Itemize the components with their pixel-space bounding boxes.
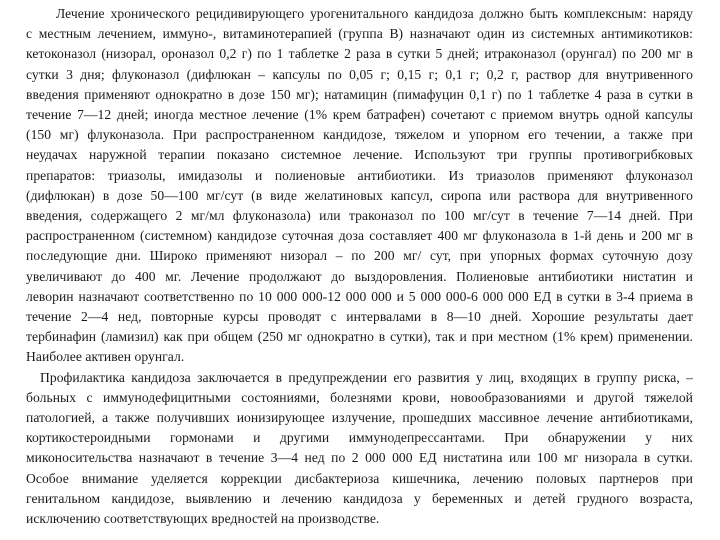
text-line: введения применяют однократно в дозе 150 мг); натамицин (пимафуцин 0,1 г) по 1 таблетке 4 раза в сутки в	[26, 86, 693, 102]
text-line: патологией, а также получивших ионизирующее излучение, прошедших массивное лечение антибиотиками,	[26, 410, 693, 426]
paragraph-prevention	[26, 368, 693, 530]
text-line: больных с иммунодефицитными состояниями, болезнями крови, новообразованиями и другой тяжелой	[26, 389, 693, 405]
text-line: кетоконазол (низорал, ороназол 0,2 г) по 1 таблетке 2 раза в сутки 5 дней; итраконазол (орунгал) по 200 мг в	[26, 46, 693, 62]
text-line: кортикостероидными гормонами и другими иммунодепрессантами. При обнаружении у них	[26, 430, 693, 446]
text-line: увеличивают до 400 мг. Лечение продолжают до выздоровления. Полиеновые антибиотики нистатин и	[26, 268, 693, 284]
text-line: сутки 3 дня; флуконазол (дифлюкан – капсулы по 0,05 г; 0,15 г; 0,1 г; 0,2 г, раствор для внутривенного	[26, 66, 693, 82]
text-line: леворин назначают соответственно по 10 000 000-12 000 000 и 5 000 000-6 000 000 ЕД в сутки в 3-4 приема в	[26, 288, 693, 304]
text-line: введения, содержащего 2 мг/мл флуконазола) или траконазол по 100 мг/сут в течение 7—14 дней. При	[26, 208, 693, 224]
text-line: препаратов: триазолы, имидазолы и полиеновые антибиотики. Из триазолов применяют флуконазол	[26, 167, 693, 183]
paragraph-treatment	[26, 4, 693, 368]
text-line: Лечение хронического рецидивирующего урогенитального кандидоза должно быть комплексным: наряду	[56, 6, 693, 21]
text-line: тербинафин (ламизил) как при общем (250 мг однократно в сутки), так и при местном (1% крем) применении.	[26, 329, 693, 345]
text-line: Особое внимание уделяется коррекции дисбактериоза кишечника, лечению половых партнеров при	[26, 470, 693, 486]
text-line: Профилактика кандидоза заключается в предупреждении его развития у лиц, входящих в группу риска, –	[40, 369, 693, 385]
text-line: течение 7—12 дней; иногда местное лечение (1% крем батрафен) сочетают с приемом внутрь одной капсулы	[26, 107, 693, 123]
text-line: миконосительства назначают в течение 3—4 нед по 2 000 000 ЕД нистатина или 100 мг низорала в сутки.	[26, 450, 693, 466]
text-line: с местным лечением, иммуно-, витаминотерапией (группа В) назначают один из системных антимикотиков:	[26, 26, 693, 42]
text-line: последующие дни. Широко применяют низорал – по 200 мг/ сут, при упорных формах суточную дозу	[26, 248, 693, 264]
text-line: (150 мг) флуконазола. При распространенном кандидозе, тяжелом и упорном его течении, а также при	[26, 127, 693, 143]
text-line: Наиболее активен орунгал.	[26, 349, 185, 365]
document-body	[26, 4, 693, 529]
text-line: течение 2—4 нед, повторные курсы проводят с интервалами в 8—10 дней. Хорошие результаты дает	[26, 309, 693, 325]
text-line: распространенном (системном) кандидозе суточная доза составляет 400 мг флуконазола в 1-й день и 200 мг в	[26, 228, 693, 244]
text-line: генитальном кандидозе, выявлению и лечению кандидоза у беременных и детей грудного возраста,	[26, 490, 693, 506]
text-line: исключению соответствующих вредностей на производстве.	[26, 511, 380, 527]
text-line: (дифлюкан) в дозе 50—100 мг/сут (в виде желатиновых капсул, сиропа или раствора для внутривенного	[26, 187, 693, 203]
text-line: неудачах наружной терапии показано системное лечение. Используют три группы противогрибковых	[26, 147, 693, 163]
